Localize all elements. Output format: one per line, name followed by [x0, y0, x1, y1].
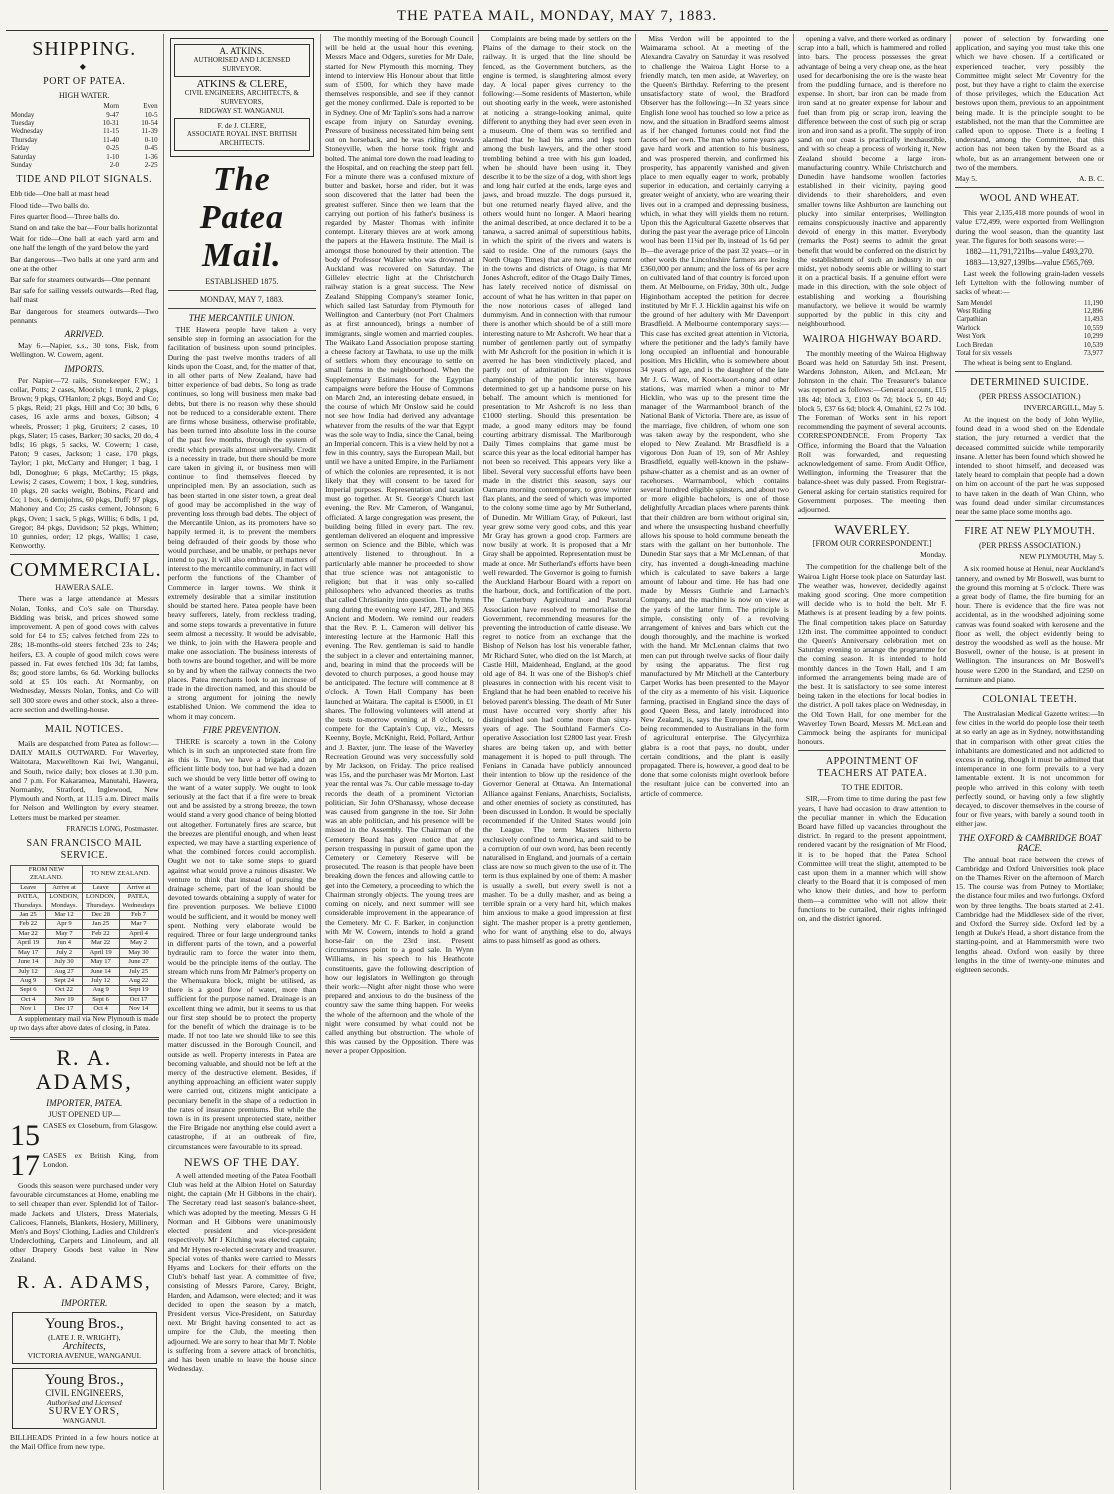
wool-text: This year 2,135,418 more pounds of wool in value £72,499, were exported from Wellington during the wool season, than the quantity last year. The figures for both seasons were:— — [955, 208, 1105, 245]
atkins-role: AUTHORISED AND LICENSED SURVEYOR. — [193, 56, 291, 73]
cases-line-1 — [10, 1121, 159, 1151]
sf-cell: Aug 9 — [11, 976, 46, 985]
wheat-cell: 11,190 — [1084, 298, 1104, 307]
sf-group-to: TO NEW ZEALAND. — [82, 866, 158, 884]
suicide-dateline: INVERCARGILL, May 5. — [1023, 402, 1105, 412]
cases-text: CASES ex Closeburn, from Glasgow. — [43, 1120, 158, 1130]
news-text: A well attended meeting of the Patea Football Club was held at the Albion Hotel on Saturday night, the captain (Mr H Gibbons in the chair). The Secretary read last season's balance-sheet, which was adopted by the meeting. Messrs G H Norman and H Gibbons were unanimously elected president and vice-president respectively. Mr J Kitching was elected captain; and Mr Hynes re-elected secretary and treasurer. Special votes of thanks were carried to Messrs Hyams and Lockers for their efforts on the Club's behalf last year. A committee of five, consisting of Messrs Parore, Carey, Bright, Harden, and Adamson, were elected; and it was decided to open the season by a match, President versus Vice-President, on Saturday next. Mr Bright having consented to act as umpire for the Club, the meeting then adjourned. We are sorry to hear that Mr T. Noble is suffering from a severe attack of bronchitis, and has been unable to leave the house since Wednesday. — [167, 1170, 317, 1374]
signals-list — [10, 189, 159, 325]
wheat-note: The wheat is being sent to England. — [963, 357, 1073, 367]
signal-item: Flood tide—Two balls do. — [10, 200, 90, 210]
sf-row — [11, 939, 159, 948]
tide-header-row — [10, 102, 159, 110]
wheat-row — [955, 315, 1104, 323]
boat-race-text: The annual boat race between the crews of Cambridge and Oxford Universities took place on the Thames River on the afternoon of March 15. The course was from Putney to Mortlake; the distance four miles and two furlongs. Oxford won by three lengths. The boats started at 2.41. Cambridge had the Middlesex side of the river, and Oxford the Surrey side. Oxford led by a length at Duke's Head, a short distance from the starting-point, and at Hammersmith were two lengths ahead. Oxford won easily by three lengths in the time of twenty-one minutes and eighteen seconds. — [955, 854, 1105, 975]
head-rule — [6, 30, 1108, 31]
sf-cell: Nov 1 — [11, 1005, 46, 1014]
fire-prevention-heading: FIRE PREVENTION. — [202, 724, 281, 735]
sf-cell: Aug 27 — [46, 967, 82, 976]
tide-cell: 9-47 — [106, 110, 120, 119]
signals-heading: TIDE AND PILOT SIGNALS. — [16, 174, 153, 186]
sf-cell: Jan 25 — [82, 920, 119, 929]
sf-cell: Aug 22 — [119, 976, 158, 985]
wheat-row — [955, 332, 1104, 340]
tide-cell: Tuesday — [11, 119, 35, 128]
news-heading: NEWS OF THE DAY. — [183, 1154, 300, 1169]
sf-row — [11, 986, 159, 995]
sf-cell: Mar 12 — [46, 911, 82, 920]
tide-cell: Saturday — [11, 152, 36, 161]
wheat-cell: West Riding — [956, 307, 992, 316]
cases-count: 17 — [10, 1150, 40, 1181]
divider — [955, 371, 1104, 372]
fire-heading: FIRE AT NEW PLYMOUTH. — [964, 526, 1096, 538]
young-engineers-ad — [12, 1368, 157, 1429]
atkins-inner — [174, 44, 311, 77]
union-heading: THE MERCANTILE UNION. — [188, 313, 295, 323]
adams2-role: IMPORTER. — [61, 1297, 108, 1308]
sf-cell: Mar 22 — [82, 939, 119, 948]
sf-cell: April 19 — [11, 939, 46, 948]
wheat-row — [955, 299, 1104, 307]
commercial-text: There was a large attendance at Messrs Nolan, Tonks, and Co's sale on Thursday. Bidding was brisk, and prices showed some improvement. A pen of good cows with calves sold for £4 to £5; calves fetched from 22s to 28s; 18-months-old steers fetched 23s to 24s; heifers, £3. A couple of good milch cows were passed in. Fat ewes fetched 10s 3d; fat lambs, 8s; good store lambs, 6s 6d. Working bullocks sold at £5 10s each. At Normanby, on Wednesday, Messrs Nolan, Tonks, and Co will sell 300 store ewes and other stock, also a three-acre section and dwelling-house. — [10, 594, 159, 714]
clere-role: ASSOCIATE ROYAL INST. BRITISH ARCHITECTS. — [186, 130, 297, 147]
waverley-heading: WAVERLEY. — [834, 522, 911, 538]
sf-cell: Dec 17 — [46, 1005, 82, 1014]
divider — [10, 1037, 159, 1040]
letter-signature-row — [955, 174, 1104, 183]
column-6 — [794, 34, 952, 1490]
signal-item: Fires quarter flood—Three balls do. — [10, 211, 120, 221]
tide-row — [10, 144, 159, 152]
young1-name: Young Bros., — [44, 1315, 124, 1332]
atkins-name: A. ATKINS. — [219, 46, 265, 56]
column-7 — [951, 34, 1108, 1490]
sf-cell: Feb 22 — [82, 929, 119, 938]
sf-cell: Oct 4 — [11, 995, 46, 1004]
wheat-row — [955, 341, 1104, 349]
suicide-heading: DETERMINED SUICIDE. — [970, 376, 1090, 388]
sf-cell: July 25 — [119, 967, 158, 976]
sf-cell: June 14 — [82, 967, 119, 976]
sf-cell: Jun 4 — [46, 939, 82, 948]
sf-cell: June 27 — [119, 958, 158, 967]
boat-race-heading: THE OXFORD & CAMBRIDGE BOAT RACE. — [958, 832, 1102, 853]
high-water-label: HIGH WATER. — [59, 91, 110, 101]
sf-cell: May 30 — [119, 948, 158, 957]
tide-cell: 2-0 — [109, 161, 120, 170]
divider — [798, 750, 947, 751]
teeth-heading: COLONIAL TEETH. — [982, 694, 1078, 705]
cases-count: 15 — [10, 1120, 40, 1151]
tide-cell: 11-39 — [141, 127, 158, 136]
teeth-text: The Australasian Medical Gazette writes:—In few cities in the world do people lose their teeth at so early an age as in Sydney, notwithstanding that in comparison with other great cities the inhabitants are domesticated and not addicted to excess in eating, though it must be admitted that intemperance in one form prevails to a very lamentable extent. It is not uncommon for people who arrived in this colony with teeth perfectly sound, or having only a few slightly decayed, to discover themselves in the course of four or five years, with barely a sound tooth in either jaw. — [955, 709, 1105, 829]
sf-cell: Mar 7 — [119, 920, 158, 929]
column-2 — [164, 34, 322, 1490]
column-1 — [6, 34, 164, 1490]
tide-row — [10, 161, 159, 169]
column-3 — [321, 34, 479, 1490]
sf-cell: Sept 24 — [46, 976, 82, 985]
firm-name: ATKINS & CLERE, — [196, 78, 288, 90]
tide-row — [10, 111, 159, 119]
sf-row — [11, 920, 159, 929]
news-continued-text: Miss Verdon will be appointed to the Waimarama school. At a meeting of the Alexandra Cavalry on Saturday it was resolved to challenge the Wairoa Light Horse to a friendly match, ten men aside, at Waverley, on the Queen's Birthday. Referring to the present unsatisfactory state of wool, the Bradford Observer has the following:—In 32 years since English lone wool has touched so low a price as now, and the situation in Bradford seems almost as if her changed fortunes could not find the facets of her own. The man who some years ago gave hard work and attention to his business, and was prospered therein, and confirmed his prosperity, has apparently vanished and given place to men equally eager to work, probably superior in education, and certainly carrying a greater weight of anxiety, who are wearing their lives out in a cramped and depressing business, which, in what they will yields them no return. Upon this the Agricultural Gazette observes that during the past year the average price of Lincoln wool has been 11¼d per lb, instead of 1s 6d per lb—the average price of the past 32 years—or in other words the Lincolnshire farmers are losing £360,000 per annum; and the loss of 6s per acre on cultivated land of that country is forced upon them. At Melbourne, on Friday, 30th ult., Judge Higinbotham accepted the petition for decree instituted by Mr F. J. Hicklin against his wife on the ground of her adultery with Mr Davenport Brasdfield. A Melbourne contemporary says:—This case has excited great attention in Victoria, where the petitioner and the lady's family have long occupied an influential and honourable position. Mrs Hicklin, who is somewhere about 34 years of age, and is the daughter of the late Mr J. G. Ware, of Koort-koort-nong and other stations, was married when a minor to Mr Hicklin, who was up to the present time the manager of the Warrnambool branch of the National Bank of Victoria. There are, as issue of the marriage, five children, of whom one son was taken away by the respondent, who she eloped to New Zealand. Mr Brasdfield is a vigorous Don Juan of 19, son of Mr Ashley Brasdfield, equally well-known in the pshaw-pshaw-chatter as a chemist and as an owner of racehorses. Warrnambool, which contains several hundred eligible spinsters, and about two or more eligible bachelors, is one of those delightfully Arcadian places where parents think that their children are born without original sin, and where the unsuspecting husband cheerfully allows his spouse to hold commune beneath the stars with the gallant on her buttonhole. The Dunedin Star says that a Mr McLennan, of that city, has invented a dough-kneading machine which is calculated to save bakers a large amount of labour and time. He has had one made by Messrs Guthrie and Larnach's Company, and the machine is now on view at the yards of the latter firm. The principle is simple, consisting only of a revolving arrangement of knives and bars which cut the dough thoroughly, and the machine is worked with the hand. Mr McLennan claims that two men can put through twelve sacks of flour daily by using the apparatus. The first rug manufactured by Mr Mitchell at the Canterbury Carpet Works has been presented to the Mayor of the city as a memento of his visit. Liquorice farming, practised in England since the days of good Queen Bess, and lately introduced into New Zealand, is, says the European Mail, now being recommended to Australians in the form of agricultural enterprise. The Glycyrrhiza glabra is a root that pays, no doubt, under certain conditions, and the plant is easily propagated. There is, however, a good deal to be done that some colonists might overlook before the resultant juice can be converted into an article of commerce. — [640, 34, 789, 798]
mail-text: Mails are despatched from Patea as follow:— DAILY MAILS OUTWARD. For Waverley, Waitotara, Maxwelltown Kai Iwi, Wanganui, and South, twice daily; box closes at 1.30 p.m. and 7 p.m. For Kakaramea, Manutahi, Hawera, Normanby, Stratford, Inglewood, New Plymouth and North, at 11.15 a.m. Direct mails for Nelson and Wellington by every steamer. Letters must be marked per steamer. — [10, 739, 159, 822]
signal-item: Wait for tide—One ball at each yard arm and one half the length of the yard below the yard — [10, 234, 159, 253]
hawera-sale-heading: HAWERA SALE. — [55, 583, 114, 593]
shipping-heading: SHIPPING. — [32, 38, 137, 60]
news-continued-text: Complaints are being made by settlers on the Plains of the damage to their stock on the railway. It is urged that the line should be fenced, as the Government butchers, as the engine is termed, is slaughtering almost every day. A local paper gives currency to the following:—Some residents of Masterton, while out shooting early in the week, were astonished at noticing a strange-looking animal, quite different to anything they had ever seen even in a museum. One of them was so terrified and alarmed that he had his arms and legs torn among the bush lawyers, and the other stood trembling behind a tree with his gun loaded, when he should have been using it. They describe it to be the size of a dog, with short legs and long hair curled at the ends, large eyes and jaws, and broad muzzle. The dogs pursued it, but one returned nearly flayed alive, and the others would hunt no longer. A Maori hearing the animal described, at once declared it to be a tanawa, a sacred animal of superstitious habits, in which the spirit of the rivers and waters is said to reside. One of the rumours (says the North Otago Times) that are now going current in the towns and districts of Otago, is that Mr Jones Ashcroft, editor of the Otago Daily Times, has lately received notice of dismissal on account of what he has written in that paper on the now notorious cases of alleged land dummyism. And in connection with that rumour there is another which should be of a still more interesting nature to Mr Ashcroft. We hear that a number of gentlemen partly out of sympathy with Mr Ashcroft for the position in which it is averred he has been vindictively placed, and partly out of admiration for his vigorous championship of the public interests, have determined to get up a handsome purse on his behalf. The amount which is mentioned for presentation to Mr Ashcroft is no less than £1000 sterling. Should this presentation be made, a good many editors may be found courting arbitrary dismissal. The Marlborough Daily Times complains that game must be scarce this year as the local editorial hamper has not been so received. This appears very like a libel. Several very successful efforts have been made in the district this season, says our Oamaru morning contemporary, to grow winter flax plants, and the seed of which was imported to the colony some time ago by Mr Sutherland, of Dunedin. Mr William Gray, of Pukeuri, last year grew some very good cobs, and this year Mr Gray has grown a good crop. Farmers are now busily at work. It is proposed that a Mr Gray shall be appointed. Representation must be made at once. Mr Sutherland's efforts have been well rewarded. The Governor is going to furnish the Auckland Harbour Board with a report on the harbour, dock, and fortification of the port. The Canterbury Agricultural and Pastoral Association have resolved to memorialise the Government, recommending measures for the preventing the introduction of cattle disease. We regret to notice from an exchange that the Bishop of Nelson has lost his venerable father, Mr Richard Suter, who died on the 1st March, at Castle Hill, Maidenhead, England, at the good old age of 84. It was one of the Bishop's chief pleasures in connection with his recent visit to England that he had been enabled to receive his beloved parent's blessing. The death of Mr Suter must have occurred very shortly after his distinguished son had come more than sixty-years of age. The Southland Farmer's Co-operative Association lost £2800 last year. Fresh shares are being taken up, and with better management it is hoped to pull through. The Fenians in Canada have publicly announced their intention to blow up the residence of the Governor General at Ottawa. An International Alliance against Fenians, Anarchists, Socialists, and other enemies of society as constituted, has been discussed in London. It would be specially recommended if the United States would join the League. The term Masters hitherto exclusively confined to America, and said to be a corruption of our own word, has been recently naturalised in England, and journals of a certain class are now so much given to the use of it. The term is thus explained by one of them: A masher is usually a swell, but every swell is not a masher. To be a dully masher, and as being a terrible sprain or a very hard hit, which makes him anxious to make a good impression at first sight. The masher proper is a pretty gentlemen, who for want of anything else to do, always aims to pass himself as good as others. — [482, 34, 632, 945]
wheat-cell: 10,559 — [1083, 323, 1104, 332]
clere-name: F. de J. CLERE, — [217, 121, 267, 130]
adams-role: IMPORTER, PATEA. — [46, 1097, 123, 1108]
tide-header-cell: Morn — [103, 102, 120, 111]
sf-row — [11, 911, 159, 920]
wheat-total-row — [955, 349, 1104, 357]
sf-cell: May 7 — [46, 929, 82, 938]
tide-row — [10, 136, 159, 144]
press-credit: (PER PRESS ASSOCIATION.) — [978, 541, 1081, 551]
young2-role1: CIVIL ENGINEERS, — [45, 1387, 124, 1398]
letter-date: May 5. — [955, 174, 977, 184]
sf-cell: Mar 22 — [11, 929, 46, 938]
sf-row — [11, 1005, 159, 1014]
suicide-text: At the inquest on the body of John Wyllie, found dead in a wood shed on the Edendale station, the jury returned a verdict that the deceased committed suicide while temporarily insane. A letter has been found which showed he intended to shoot himself, and deceased was lately heard to complain that people had a down on him on account of the part he was supposed to have taken in the death of Wan Chinn, who was found dead under similar circumstances near the same place some months ago. — [955, 414, 1105, 516]
sf-cell: June 14 — [11, 958, 46, 967]
firm-addr: RIDGWAY ST. WANGANUI. — [199, 107, 285, 115]
tide-cell: 2-25 — [144, 161, 158, 170]
young1-role: Architects, — [62, 1340, 106, 1352]
sf-sub-cell: PATEA, Wednesdays — [119, 893, 158, 911]
tide-cell: Wednesday — [11, 127, 44, 136]
tide-header-cell: Even — [143, 102, 158, 111]
wheat-table — [955, 299, 1104, 358]
sf-group-from: FROM NEW ZEALAND. — [11, 866, 83, 884]
wheat-cell: Warlock — [956, 323, 981, 332]
fire-text: A six roomed house at Henui, near Auckland's tannery, and owned by Mr Boswell, was burnt to the ground this morning at 5 o'clock. There was a great body of flame, the fire burning for an hour. There is evidence that the fire was not accidental, as in the woodshed adjoining some canvas was found soaked with kerosene and the floor as well, the object evidently being to destroy the woodshed as well as the house. Mr Boswell, owner of the house, is at present in Wellington. The insurances on Mr Boswell's house were £200 in the Standard, and £250 on furniture and piano. — [955, 564, 1105, 684]
news-continued-text: The monthly meeting of the Borough Council will be held at the usual hour this evening. Messrs Mace and Odgers, sureties for Mr Dale, started for New Plymouth this morning. They intend to interview His Honour about that little sum of £500, for which they have made themselves responsible, and see if they cannot get the money confirmed. Dale is reported to be in Sydney. One of Mr Taplin's sons had a narrow escape from injury on Saturday evening. Pressure of business necessitated him being sent out on horseback, and he was riding towards Stoneyville, when the horse took fright and bolted. The animal tore down the road leading to the Hospital, and on reaching the steep part fell. For a minute there was a confused mixture of butter and basket, horse and rider, but it was soon discovered that the latter had been the greatest sufferer. Since then we learn that the carrying out portion of his father's business is regarded by Master Thomas with infinite contempt. Literary thieves are at work among the papers at the Hawera Institute. The Mail is amongst those honoured by their attention. The body of Professor Walker who was drowned at Auckland was recovered on Saturday. The Gillelev electric light at the Christchurch railway station is a great success. The New Zealand Shipping Company's steamer Ionic, which sailed last Saturday from Plymouth for Wellington and Canterbury (not Port Chalmers as at first announced), brings a number of immigrants, single women and married couples. The Waikato Land Association propose starting a cheese factory at Tawhata, to use up the milk of settlers whom they encourage to settle on small farms in the neighbourhood. When the Supplementary Estimates for the Egyptian campaigns were before the House of Commons on March 2nd, an interesting debate ensued, in the course of which Mr Onslow said he could not see how India had derived any advantage whatever from the results of the war that Egypt was the sole way to India, since the Canal, being an Imperial concern. This is a view held by not a few in this country, says the European Mail, but until we have a united Empire, in the Parliament of which the colonies are represented, it is not likely that they will consent to be taxed for Imperial purposes. Representation and taxation must go together. At St. George's Church last evening, the Rev. Mr Cameron, of Wanganui, officiated. A large congregation was present, the building being filled in every part. The rev. gentleman delivered an eloquent and impressive sermon on Science and the Bible, which was attentively listened to throughout. In a particularly able manner he proceeded to show that true science was not antagonistic to religion; but that it was only so-called philosophers who advanced theories as truths that called Christianity into question. The hymns sung during the evening were 147, 281, and 365 Ancient and Modern. We remind our readers that the Rev. P. L. Cameron will deliver his interesting lecture at the Harmonic Hall this evening. The Rev. gentleman is said to handle the subject in a clever and entertaining manner, and, bearing in mind that the proceeds will be devoted to church purposes, a good house may be anticipated. The lecture will commence at 8 o'clock. A Town Hall Company has been launched at Waitara. The capital is £5000, in £1 shares. The following volunteers will attend at the tests to-morrow evening at 8 o'clock, to compete for the Captain's Cup, viz., Messrs Keenny, Boyle, McKnight, Reid, Pollard, Arthur and J. Baxter, junr. The lease of the Waverley Recreation Ground was very successfully sold by Mr Jackson, on Friday. The price realised was 15s, and the purchaser was Mr Morton. Last year the rental was 7s. Our cable message to-day records the death of a prominent Victorian politician, Sir John O'Shanassy, whose decease was caused from gangrene in the toe. Sir John was an able politician, and his presence will be missed in the Assembly. The Chairman of the Cemetery Board has given notice that any person trespassing in pursuit of game upon the Cemetery or Cemetery Reserve will be prosecuted. The reason is that people have been breaking down the fences and allowing cattle to get into the Cemetery, a proceeding to which the Chairman strongly objects. The young trees are coming on nicely, and next summer will see considerable improvement in the appearance of the Cemetery. Mr C. F. Barker, in conjunction with Mr W. Cowern, intends to hold a grand horse-fair on the 23rd inst. Present circumstances point to a good sale. In Wynn Williams, in his speech to his Heathcote constituents, gave the following description of how our legislators in Wellington go through their work:—Night after night those who were prepared and anxious to do the business of the country saw the same thing happen. For weeks the whole of the afternoon and the whole of the night were consumed by what could not be called anything but obstruction. The whole of this was caused by the Opposition. There was never a proper Opposition. — [325, 34, 474, 1056]
press-credit: (PER PRESS ASSOCIATION.) — [978, 391, 1081, 401]
sf-cell: May 17 — [82, 958, 119, 967]
tide-cell: 10-5 — [144, 110, 158, 119]
issue-date: MONDAY, MAY 7, 1883. — [199, 295, 284, 304]
fire-prevention-text: THERE is scarcely a town in the Colony which is in such an unprotected state from fire as this is. True, we have a brigade, and an efficient little body too, but had we had a dozen such we should be very little better off owing to the want of a water supply. We ought to look seriously at the fact that if a fire were to break out and be assisted by a strong breeze, the town would stand a very good chance of being blotted out altogether. Fortunately fires are scarce, but the breezes are plentiful enough, and when least expected, we may have a startling experience of what the combined forces could accomplish. Ought we not to take some steps to guard against what would prove a ruinous disaster. We venture to think that instead of pursuing the drainage scheme, part of the loan should be devoted towards obtaining a supply of water for fire prevention purposes. We believe £1000 would be sufficient, and it would be money well spent. Nothing very elaborate would be required. Three or four large underground tanks in different parts of the town, and a powerful hydraulic ram to force the water into them, would be the principle items of the outlay. The stream which runs from Mr Palmer's property on the Whenuakura block, might be utilised, as there is a good flow of water, more than sufficient for the purpose named. Drainage is an excellent thing we admit, but it seems to us that our first step should be to protect the property for the benefit of which the drainage is to be made. If not too late we should like to see this matter discussed in the Borough Council, and outside as well. Property interests in Patea are becoming valuable, and should not be left at the mercy of the destructive element. Besides, if anything approaching an efficient water supply were carried out, citizens might anticipate a pecuniary benefit in the shape of a reduction in the rates of insurance premiums. But while the town is in its present unprotected state, neither the Fire Brigade nor anything else could avert a catastrophe, if at an outbreak of fire, circumstances were favourable to its spread. — [167, 736, 317, 1151]
tide-cell: 10-31 — [102, 119, 120, 128]
sf-table — [10, 865, 159, 1015]
sf-cell: July 30 — [46, 958, 82, 967]
wheat-total-cell: 73,977 — [1083, 349, 1104, 358]
sf-row — [11, 976, 159, 985]
divider — [955, 688, 1104, 689]
sf-cell: Jan 25 — [11, 911, 46, 920]
sf-cell: Feb 7 — [119, 911, 158, 920]
divider — [168, 290, 317, 291]
wheat-cell: West York — [956, 332, 986, 341]
sf-cell: Oct 4 — [82, 1005, 119, 1014]
commercial-heading: COMMERCIAL. — [10, 559, 162, 582]
sf-cell: Sept 6 — [82, 995, 119, 1004]
imports-text: Per Napier—72 rails, Stonekeeper F.W.; 1 collar, Potts; 2 cases, Moorish; 1 trunk, 2 pkgs, Brown; 9 pkgs, O'Hanlon; 2 pkgs, Boyd and Co; 5 pkgs, Reid; 21 pkgs, Hill and Co; 30 bdls, 6 cases, 16 axle arms and boxes, Gibson; 4 wheels, Prosser; 1 pkg, Gruiters; 2 cases, 10 pkgs, Slater; 15 cases, Barker; 30 sacks, 20 do, 4 bdls; 16 pkgs, 5 sacks, W. Cowern; 1 case, Paton; 9 cases, Jackson; 1 case, 170 pkgs, Taylor; 1 pkt, McCarty and Hunger; 1 bag, 1 bdl, Donoghue; 6 pkgs, McCarthy; 15 pkgs, Lewis; 2 cases, Cowern; 1 box, 1 keg, sundries, 10 pkgs, 20 sacks weight, Bobins, Picard and Co; 1 box, 6 demijohns, 60 pkgs, Duff; 97 pkgs, Mahoney and Co; 25 casks cement, Johnson; 6 pkgs, Oven; 1 sack, 5 pkgs, Willis; 6 bdls, 1 pd, Gregor; 84 pkgs, Davidson; 52 pkgs, Whitten; 10 gunnies, order; 12 pkgs, Wallis; 1 case, Kenworthy. — [10, 375, 159, 551]
tide-cell: 1-36 — [144, 152, 158, 161]
sf-cell: July 2 — [46, 948, 82, 957]
running-head: THE PATEA MAIL, MONDAY, MAY 7, 1883. — [396, 8, 718, 24]
waverley-sub: [FROM OUR CORRESPONDENT.] — [812, 539, 932, 549]
sf-head-cell: Arrive at — [46, 883, 82, 892]
sf-cell: April 19 — [82, 948, 119, 957]
sf-cell: Sept 6 — [11, 986, 46, 995]
wheat-intro: Last week the following grain-laden vessels left Lyttelton with the following number of sacks of wheat:— — [955, 269, 1105, 297]
young-architects-ad — [12, 1312, 157, 1364]
wheat-cell: 10,539 — [1083, 340, 1104, 349]
sf-cell: Feb 22 — [11, 920, 46, 929]
iron-sand-text: opening a valve, and there worked as ordinary scrap into a ball, which is hammered and rolled into bars. The process possesses the great advantage of being a very cheap one, as the heat used for decarbonising the ore is the waste heat from the puddling furnace, and is therefore no expense. In short, bar iron can be made from iron sand at no greater expense for labour and fuel than from pig or scrap iron, leaving the difference between the cost of such pig or scrap iron and iron sand as a profit. The supply of iron sand on our coast is practically inexhaustible, and with so cheap a process of working it, New Zealand should become a large iron-manufacturing country. While Christchurch and Dunedin have handsome woollen factories established in their vicinity, paying good dividends to their shareholders, and even smaller towns like Ashburton are launching out plucky into similar enterprises, Wellington remains conspicuously inactive and apparently devoid of energy in this matter. Everybody (remarks the Post) seems to admit the great benefit that would be conferred on the district by the establishment of such an industry in our midst, yet nobody seems able or willing to start it on a practical basis. If a genuine effort were made in this direction, with the sole object of establishing and working a flourishing manufactory, we believe it would be warmly supported by the public in this city and neighbourhood. — [797, 34, 947, 329]
young1-sub: (LATE J. R. WRIGHT), — [48, 1332, 121, 1342]
established: ESTABLISHED 1875. — [205, 277, 279, 286]
billheads-ad: BILLHEADS Printed in a few hours notice at the Mail Office from new type. — [10, 1432, 159, 1451]
divider — [10, 718, 159, 719]
wheat-total-cell: Total for six vessels — [956, 349, 1013, 358]
mail-heading: MAIL NOTICES. — [44, 724, 124, 735]
adams-text: Goods this season were purchased under very favourable circumstances at Home, enabling me to sell cheaper than ever. Splendid lot of Tailor-made Jackets and Ulsters, Dress Materials, Calicoes, Flannels, Blankets, Hosiery, Millinery, Men's and Boys' Clothing, Ladies and Children's Underclothing, Carpets and Linoleum, and all other Drapery Goods best value in New Zealand. — [10, 1180, 159, 1264]
divider — [168, 308, 317, 309]
divider — [955, 187, 1104, 188]
divider — [798, 518, 947, 519]
wheat-cell: 12,896 — [1083, 307, 1104, 316]
young2-addr: WANGANUI. — [62, 1415, 106, 1425]
sf-cell: Nov 19 — [46, 995, 82, 1004]
sf-cell: April 4 — [119, 929, 158, 938]
arrived-text: May 6.—Napier, s.s., 30 tons, Fisk, from Wellington. W. Cowern, agent. — [10, 341, 159, 360]
firm-role: CIVIL ENGINEERS, ARCHITECTS, & SURVEYORS, — [184, 89, 299, 106]
sf-head-cell: Leave — [11, 883, 46, 892]
port-heading: PORT OF PATEA. — [43, 76, 126, 88]
just-opened: JUST OPENED UP— — [48, 1109, 121, 1119]
wheat-cell: 10,299 — [1083, 332, 1104, 341]
signal-item: Ebb tide—One ball at mast head — [10, 189, 109, 199]
wool-line: 1883—13,927,139lbs—value £565,769. — [965, 258, 1095, 268]
columns — [6, 34, 1108, 1490]
tide-cell: 0-10 — [144, 135, 158, 144]
tide-cell: 0-45 — [144, 144, 158, 153]
sf-sub-cell: PATEA, Thursdays. — [11, 893, 46, 911]
divider — [10, 554, 159, 555]
wheat-cell: Sam Mendel — [956, 298, 993, 307]
postmaster: FRANCIS LONG, Postmaster. — [66, 823, 159, 833]
sf-cell: July 12 — [11, 967, 46, 976]
tide-cell: 1-10 — [106, 152, 120, 161]
signal-item: Stand on and take the bar—Four balls horizontal — [10, 223, 158, 233]
young1-addr: VICTORIA AVENUE, WANGANUI. — [27, 1350, 141, 1360]
young2-name: Young Bros., — [44, 1371, 124, 1388]
fire-dateline: NEW PLYMOUTH, May 5. — [1019, 552, 1105, 562]
wool-figures — [955, 247, 1104, 267]
appointment-text: SIR,—From time to time during the past few years, I have had occasion to draw attention to the peculiar manner in which the Education Board have filled up vacancies throughout the district. In regard to the present appointment, rendered vacant by the resignation of Mr Flood, it is to be hoped that the Patea School Committee will treat the slight, attempted to be cast upon them in a manner which will show clearly to the Board that it is composed of men who know their duties, and how to perform them—a committee who will not allow their functions to be curtailed, their rights infringed on, and the district ignored. — [797, 794, 947, 924]
sf-row — [11, 948, 159, 957]
sf-cell: Sept 19 — [119, 986, 158, 995]
tide-cell: Friday — [11, 144, 30, 153]
signal-item: Bar dangerous for steamers outwards—Two pennants — [10, 306, 159, 325]
sf-cell: Nov 14 — [119, 1005, 158, 1014]
tide-cell: 0-25 — [106, 144, 120, 153]
wheat-row — [955, 307, 1104, 315]
young2-role3: SURVEYORS, — [48, 1405, 120, 1417]
sf-cell: Oct 17 — [119, 995, 158, 1004]
column-4 — [479, 34, 637, 1490]
wool-line: 1882—11,791,721lbs—value £493,270. — [965, 247, 1094, 257]
letter-continued-text: power of selection by forwarding one application, and saying you must take this one which we have chosen. If a certificated or experienced teacher, very possibly the Committee might select Mr Coventry for the post, but they have a right to claim the exercise of those privileges, which the Education Act bestows upon them, previous to an appointment being made. It is the principle sought to be established, not the man that the Committee are called upon to oppose. There is a feeling I understand, among the Committee, that this action has not been taken by the Board as a whole, but as an arrangement between one or two of the members. — [955, 34, 1105, 172]
tide-cell: 10-54 — [141, 119, 158, 128]
tide-cell: Sunday — [11, 161, 32, 170]
sf-head-cell: Leave — [82, 883, 119, 892]
column-5 — [636, 34, 794, 1490]
tide-row — [10, 119, 159, 127]
sf-cell: Apr 9 — [46, 920, 82, 929]
adams-name: R. A. ADAMS, — [35, 1044, 133, 1094]
union-text: THE Hawera people have taken a very sensible step in forming an association for the facilitation of business upon sound principles. During the past twelve months traders of all kinds upon the Coast, and, for the matter of that, in all other parts of New Zealand, have had bitter experience of bad debts. So long as trade continues, so long will business men make bad debts, but there is no reason why these should not be reduced to a considerable extent. There are firms whose business, otherwise profitable, has been turned into absolute loss in the course of the past few months, through the system of credit which prevails almost universally. Credit is a necessity in trade, but there should be more care taken in giving it, or business men will continue to find themselves fleeced by unprincipled men. By an association, such as has been started in one sister town, a great deal of good may be accomplished in the way of preventing loss through bad debts. The object of the Mercantile Union, as its promoters have so happily termed it, is to prevent the members being defrauded of their goods by those who would purchase, and be unable, or perhaps never intend to pay. It will also embrace all matters of interest to the mercantile community, in fact will perform the functions of the Chamber of Commerce in larger towns. We think it extremely desirable that a similar institution should be started here. Patea people have been heavy sufferers, lately, from reckless trading, and some steps towards a preventative in future seem almost a necessity. It would be advisable, we think, to join with the Hawera people and make one association. The business interests of both towns are bound together, and will be more so by and by when the railway connects the two places. Patea merchants look to an increase of trade in the direction named, and this should be a strong argument for joining the newly established Union. We commend the idea to whom it may concern. — [167, 325, 317, 721]
sf-cell: Aug 9 — [82, 986, 119, 995]
wool-heading: WOOL AND WHEAT. — [979, 193, 1080, 205]
wairoa-text: The monthly meeting of the Wairoa Highway Board was held on Saturday 5th inst. Present, Wardens Johnston, Aiken, and McLean, Mr Johnston in the chair. The Treasurer's balance was reported as follows:—General account, £15 18s 4d; block 3, £103 0s 7d; block 5, £0 4d; block 5, £37 6s 6d; block 4, Omahini, £2 7s 10d. The Foreman of Works sent in his report recommending the payment of several accounts. CORRESPONDENCE. From Property Tax Office, informing the Board that the Valuation Roll was forwarded, and requesting acknowledgement of same. From Audit Office, Wellington, informing the Treasurer that the balance-sheet was duly passed. From Registrar-General asking for certain statistics required for Government purposes. The meeting then adjourned. — [797, 348, 947, 514]
signal-item: Bar safe for steamers outwards—One pennant — [10, 275, 151, 285]
sf-cell: May 2 — [119, 939, 158, 948]
tide-table — [10, 102, 159, 169]
newspaper-title: The Patea Mail. — [199, 161, 285, 274]
sf-row — [11, 967, 159, 976]
letter-signature: A. B. C. — [1078, 174, 1105, 184]
sf-cell: July 12 — [82, 976, 119, 985]
cases-text: CASES ex British King, from London. — [43, 1150, 159, 1170]
tide-cell: Monday — [11, 110, 35, 119]
signal-item: Bar safe for sailing vessels outwards—Red flag, half mast — [10, 286, 159, 305]
wheat-row — [955, 324, 1104, 332]
ornament: ◆ — [79, 62, 89, 71]
waverley-text: The competition for the challenge belt of the Wairoa Light Horse took place on Saturday last. The weather was, however, decidedly against making good scoring. One more competition will decide who is to hold the belt. Mr F. Mathews is at present leading by a few points. The final competition takes place on Saturday 12th inst. The committee appointed to conduct the Queen's Anniversary celebration met on Saturday evening to arrange the programme for the coming season. It is intended to hold monthly dances in the Town Hall, and I am informed the arrangements being made are of the best. It is satisfactory to see some interest being taken in the elections for local bodies in the district. A poll takes place on Wednesday, in the Old Town Hall, for one member for the Waverley Town Board, Messrs M. McLean and Cammock being the aspirants for municipal honours. — [797, 562, 947, 747]
wheat-cell: Carpathian — [956, 315, 988, 324]
tide-cell: Thursday — [11, 135, 38, 144]
sf-row — [11, 958, 159, 967]
appointment-heading: APPOINTMENT OF TEACHERS AT PATEA. — [817, 756, 928, 780]
clere-inner — [174, 118, 311, 151]
tide-row — [10, 127, 159, 135]
sf-sub-cell: LONDON, Mondays. — [46, 893, 82, 911]
sf-cell: May 17 — [11, 948, 46, 957]
sf-row — [11, 929, 159, 938]
cases-line-2 — [10, 1151, 159, 1181]
imports-heading: IMPORTS. — [64, 363, 105, 374]
atkins-card — [170, 38, 315, 157]
tide-row — [10, 153, 159, 161]
sf-cell: Dec 28 — [82, 911, 119, 920]
young2-role2: Authorised and Licensed — [47, 1397, 122, 1407]
sf-heading: SAN FRANCISCO MAIL SERVICE. — [26, 838, 143, 862]
appointment-sub: TO THE EDITOR. — [841, 783, 903, 793]
adams2-name: R. A. ADAMS, — [17, 1271, 152, 1292]
sf-sub-cell: LONDON, Thursdays. — [82, 893, 119, 911]
sf-row — [11, 995, 159, 1004]
sf-cell: Oct 22 — [46, 986, 82, 995]
waverley-day: Monday. — [920, 550, 947, 560]
wheat-cell: 11,493 — [1084, 315, 1104, 324]
sf-head-cell: Arrive at — [119, 883, 158, 892]
wheat-cell: Loch Bredan — [956, 340, 993, 349]
sf-note: A supplementary mail via New Plymouth is made up two days after above dates of closing, in Patea. — [10, 1014, 159, 1032]
wairoa-heading: WAIROA HIGHWAY BOARD. — [802, 333, 942, 345]
tide-cell: 11-15 — [102, 127, 120, 136]
tide-cell: 11-40 — [102, 135, 120, 144]
signal-item: Bar dangerous—Two balls at one yard arm and one at the other — [10, 254, 159, 273]
divider — [955, 520, 1104, 521]
tide-header-cell — [10, 102, 82, 110]
arrived-heading: ARRIVED. — [64, 329, 104, 340]
